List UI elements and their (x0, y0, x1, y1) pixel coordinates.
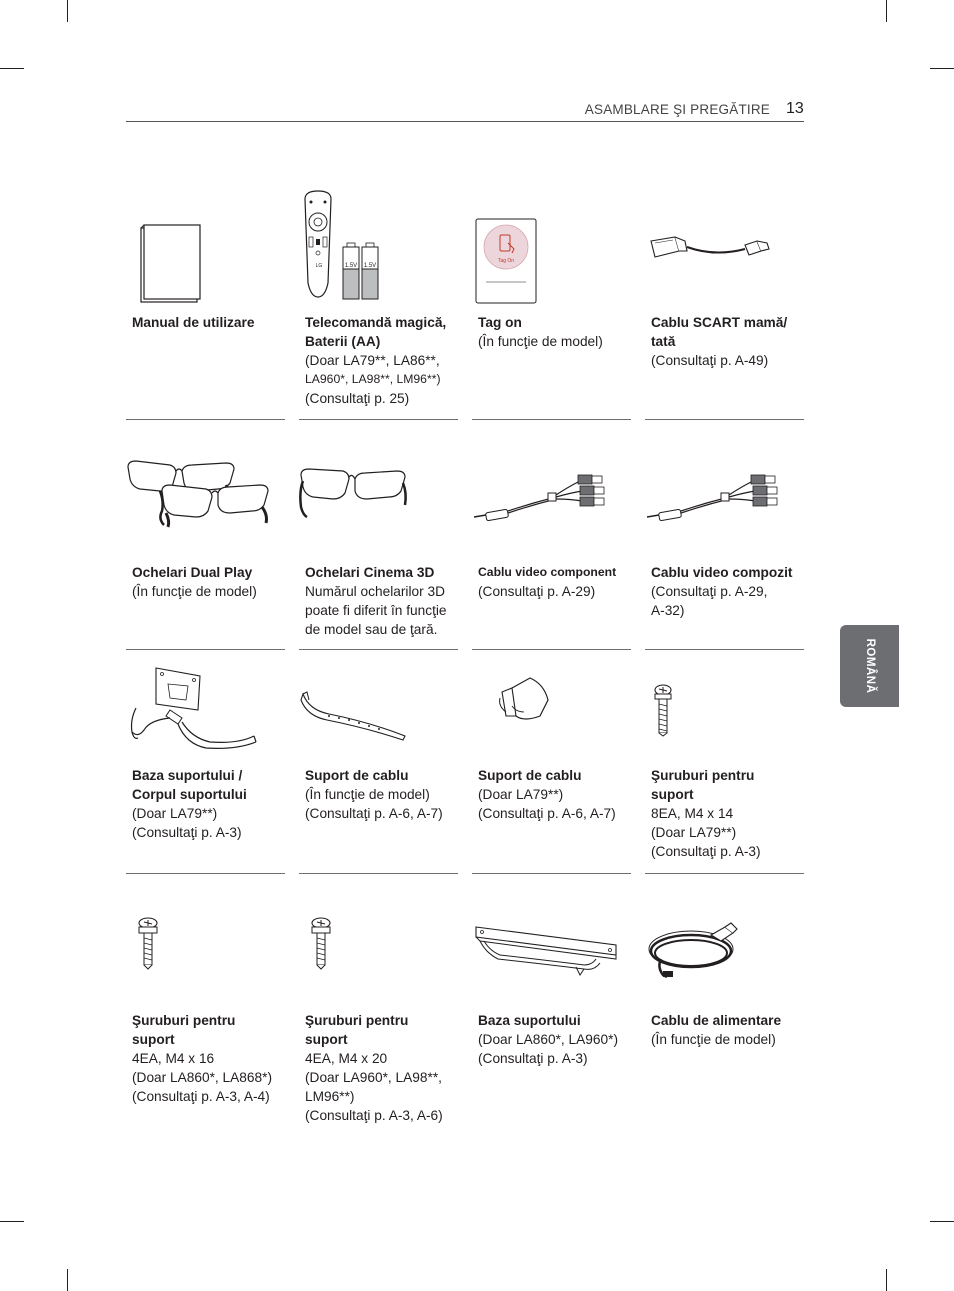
item-tag-on (472, 185, 632, 420)
item-title: Tag on (478, 315, 522, 330)
divider (126, 649, 285, 650)
item-detail: Numărul ochelarilor 3D (305, 584, 445, 599)
stand-base-image (126, 660, 286, 770)
item-detail: (Consultaţi p. A-3) (651, 844, 761, 859)
item-detail: 8EA, M4 x 14 (651, 806, 734, 821)
stand-base-bar-image (472, 905, 632, 1015)
divider (299, 873, 458, 874)
item-detail: 4EA, M4 x 20 (305, 1051, 388, 1066)
manual-image (126, 185, 286, 310)
item-stand-screws-m4x16 (126, 905, 286, 1145)
item-scart-cable (645, 185, 805, 420)
item-title: tată (651, 334, 676, 349)
item-detail: poate fi diferit în funcţie (305, 603, 447, 618)
item-detail: (Doar LA79**) (651, 825, 737, 840)
item-detail: (În funcţie de model) (478, 334, 603, 349)
item-text (478, 766, 616, 823)
item-detail: (Doar LA960*, LA98**, (305, 1070, 442, 1085)
item-cinema-3d-glasses (299, 435, 459, 650)
crop-mark (67, 1269, 68, 1291)
item-user-manual (126, 185, 286, 420)
item-text (305, 313, 446, 408)
item-text (305, 766, 443, 823)
item-detail: de model sau de ţară. (305, 622, 438, 637)
language-tab-label: ROMÂNĂ (863, 638, 876, 694)
item-detail: (Doar LA79**) (478, 787, 564, 802)
item-title: Cablu SCART mamă/ (651, 315, 788, 330)
crop-mark (930, 68, 954, 69)
divider (472, 873, 631, 874)
crop-mark (0, 1221, 24, 1222)
item-title: Baza suportului (478, 1013, 581, 1028)
item-detail: (Doar LA79**, LA86**, (305, 353, 440, 368)
item-stand-screws-m4x14 (645, 660, 805, 874)
item-title: Ochelari Cinema 3D (305, 565, 435, 580)
item-text (305, 563, 447, 639)
item-title: Şuruburi pentru (305, 1013, 409, 1028)
item-title: Telecomandă magică, (305, 315, 447, 330)
divider (126, 419, 285, 420)
cable-holder-strip-image (299, 660, 459, 770)
item-title: Manual de utilizare (132, 315, 255, 330)
language-tab (840, 625, 899, 707)
crop-mark (0, 68, 24, 69)
item-detail: (Doar LA860*, LA960*) (478, 1032, 619, 1047)
crop-mark (930, 1221, 954, 1222)
item-text (305, 1011, 443, 1125)
item-title: suport (305, 1032, 348, 1047)
page-number: 13 (786, 100, 804, 117)
item-detail: 4EA, M4 x 16 (132, 1051, 215, 1066)
cinema-3d-glasses-image (299, 435, 459, 560)
item-title: Cablu video component (478, 565, 617, 579)
item-detail: (Consultaţi p. A-6, A-7) (478, 806, 616, 821)
cable-holder-clip-image (472, 660, 632, 770)
item-detail: (Consultaţi p. A-6, A-7) (305, 806, 443, 821)
item-detail: LA960*, LA98**, LM96**) (305, 372, 441, 386)
item-title: Baterii (AA) (305, 334, 381, 349)
item-title: Cablu video compozit (651, 565, 793, 580)
divider (645, 649, 804, 650)
item-detail: (Consultaţi p. A-29) (478, 584, 596, 599)
item-text (478, 313, 603, 351)
item-detail: (Consultaţi p. 25) (305, 391, 410, 406)
item-detail: (În funcţie de model) (305, 787, 430, 802)
divider (299, 419, 458, 420)
composite-cable-image (645, 435, 805, 560)
item-text (478, 563, 616, 601)
item-stand-base-body (126, 660, 286, 874)
remote-batteries-image (299, 185, 459, 310)
item-cable-holder-clip (472, 660, 632, 874)
divider (472, 419, 631, 420)
item-title: Şuruburi pentru (132, 1013, 236, 1028)
item-text (651, 313, 787, 370)
divider (645, 419, 804, 420)
item-detail: (Consultaţi p. A-29, (651, 584, 768, 599)
tag-on-image (472, 185, 632, 310)
item-component-cable (472, 435, 632, 650)
item-stand-screws-m4x20 (299, 905, 459, 1145)
item-title: Ochelari Dual Play (132, 565, 253, 580)
remote-logo: LG (315, 263, 323, 269)
divider (126, 873, 285, 874)
screw-image (645, 660, 805, 770)
item-text (132, 563, 257, 601)
item-text (651, 766, 761, 861)
item-detail: (Consultaţi p. A-3) (478, 1051, 588, 1066)
dual-play-glasses-image (126, 435, 286, 560)
item-magic-remote (299, 185, 459, 420)
item-title: Suport de cablu (305, 768, 409, 783)
item-text (132, 313, 254, 332)
scart-cable-image (645, 185, 805, 310)
item-detail: (În funcţie de model) (132, 584, 257, 599)
divider (645, 873, 804, 874)
item-stand-base-bar (472, 905, 632, 1145)
item-title: Cablu de alimentare (651, 1013, 782, 1028)
item-text (651, 563, 792, 620)
item-detail: LM96**) (305, 1089, 355, 1104)
crop-mark (886, 1269, 887, 1291)
item-detail: (Consultaţi p. A-3) (132, 825, 242, 840)
battery-voltage: 1.5V (344, 263, 358, 269)
item-detail: (Doar LA860*, LA868*) (132, 1070, 273, 1085)
crop-mark (886, 0, 887, 22)
header-rule (126, 121, 804, 122)
item-title: suport (651, 787, 694, 802)
item-text (132, 1011, 272, 1106)
item-detail: (Consultaţi p. A-3, A-4) (132, 1089, 270, 1104)
item-dual-play-glasses (126, 435, 286, 650)
power-cable-image (645, 905, 805, 1015)
item-cable-holder-strip (299, 660, 459, 874)
screw-image (126, 905, 286, 1015)
item-detail: (Doar LA79**) (132, 806, 218, 821)
item-composite-cable (645, 435, 805, 650)
item-title: Suport de cablu (478, 768, 582, 783)
item-detail: (Consultaţi p. A-49) (651, 353, 769, 368)
item-title: Şuruburi pentru (651, 768, 755, 783)
section-title: ASAMBLARE ŞI PREGĂTIRE (584, 102, 770, 117)
component-cable-image (472, 435, 632, 560)
item-text (132, 766, 247, 842)
item-text (478, 1011, 618, 1068)
item-title: Baza suportului / (132, 768, 243, 783)
screw-image (299, 905, 459, 1015)
battery-voltage: 1.5V (363, 263, 377, 269)
item-detail: (În funcţie de model) (651, 1032, 776, 1047)
item-text (651, 1011, 781, 1049)
item-title: suport (132, 1032, 175, 1047)
tag-on-label: Tag On (497, 258, 515, 264)
item-power-cable (645, 905, 805, 1145)
item-detail: A-32) (651, 603, 685, 618)
divider (472, 649, 631, 650)
item-title: Corpul suportului (132, 787, 247, 802)
divider (299, 649, 458, 650)
crop-mark (67, 0, 68, 22)
item-detail: (Consultaţi p. A-3, A-6) (305, 1108, 443, 1123)
